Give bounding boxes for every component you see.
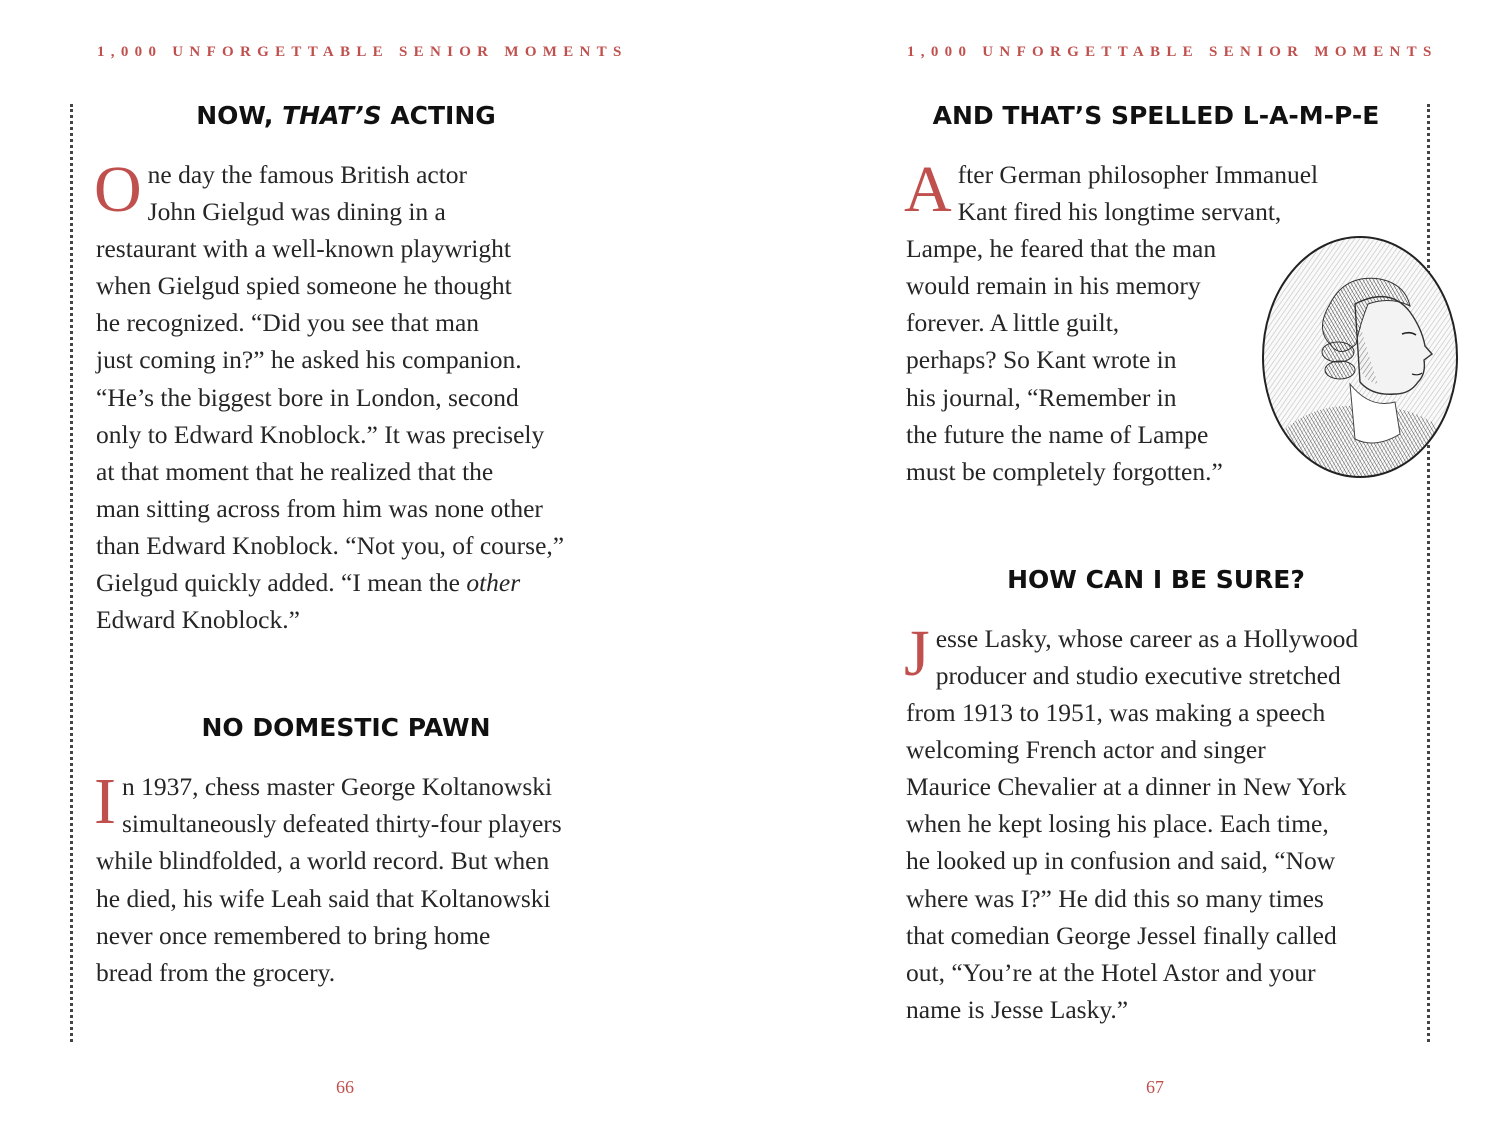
text-line: John Gielgud was dining in a xyxy=(147,197,446,227)
text-line: where was I?” He did this so many times xyxy=(906,883,1324,913)
story-body-no-domestic-pawn xyxy=(94,765,596,991)
left-page-content xyxy=(96,98,596,991)
dotted-margin-rule xyxy=(70,104,73,1042)
story-heading-no-domestic-pawn: NO DOMESTIC PAWN xyxy=(201,713,491,743)
text-line: Maurice Chevalier at a dinner in New York xyxy=(906,772,1347,802)
text-line: Lampe, he feared that the man xyxy=(906,234,1217,264)
drop-cap: I xyxy=(94,765,116,839)
text-line: ne day the famous British actor xyxy=(147,160,468,189)
drop-cap: J xyxy=(904,616,930,690)
text-line: Kant fired his longtime servant, xyxy=(957,197,1282,227)
running-head: 1,000 UNFORGETTABLE SENIOR MOMENTS xyxy=(97,44,628,60)
text-line: that comedian George Jessel finally called xyxy=(906,920,1337,950)
story-body-thats-acting xyxy=(94,153,596,638)
text-line: name is Jesse Lasky.” xyxy=(906,994,1129,1024)
text-line: Edward Knoblock.” xyxy=(96,605,300,635)
text-line: he died, his wife Leah said that Koltanowski xyxy=(96,883,551,913)
text-line: “He’s the biggest bore in London, second xyxy=(96,382,519,412)
text-line: simultaneously defeated thirty-four players xyxy=(121,809,562,839)
text-line: n 1937, chess master George Koltanowski xyxy=(121,772,553,802)
text-line: when he kept losing his place. Each time, xyxy=(906,809,1329,839)
text-line: perhaps? So Kant wrote in xyxy=(906,345,1177,375)
kant-portrait-engraving-icon xyxy=(1260,234,1460,480)
text-line: the future the name of Lampe xyxy=(906,419,1209,449)
running-head: 1,000 UNFORGETTABLE SENIOR MOMENTS xyxy=(907,44,1438,60)
text-line: from 1913 to 1951, was making a speech xyxy=(906,698,1326,728)
text-line: bread from the grocery. xyxy=(96,957,336,987)
text-line: producer and studio executive stretched xyxy=(935,660,1341,690)
story-heading-how-can-i-be-sure: HOW CAN I BE SURE? xyxy=(1007,564,1305,594)
text-line: out, “You’re at the Hotel Astor and your xyxy=(906,957,1316,987)
story-heading-lampe: AND THAT’S SPELLED L-A-M-P-E xyxy=(932,101,1380,130)
text-line: he recognized. “Did you see that man xyxy=(96,308,480,338)
text-line: must be completely forgotten.” xyxy=(906,456,1223,486)
story-heading-thats-acting: NOW, THAT’S ACTING xyxy=(196,101,496,130)
page-number: 67 xyxy=(1146,1077,1164,1097)
text-line: his journal, “Remember in xyxy=(906,382,1177,412)
text-line: when Gielgud spied someone he thought xyxy=(96,271,512,301)
drop-cap: O xyxy=(94,153,142,226)
right-page xyxy=(750,0,1500,1143)
drop-cap: A xyxy=(904,153,952,226)
text-line: just coming in?” he asked his companion. xyxy=(96,345,522,375)
text-line: welcoming French actor and singer xyxy=(906,735,1266,765)
text-line: he looked up in confusion and said, “Now xyxy=(906,846,1336,876)
text-line: only to Edward Knoblock.” It was precisely xyxy=(96,419,545,449)
text-line: restaurant with a well-known playwright xyxy=(96,234,511,264)
text-line: at that moment that he realized that the xyxy=(96,456,494,486)
text-line: Gielgud quickly added. “I mean the other xyxy=(96,568,521,598)
text-line: fter German philosopher Immanuel xyxy=(957,160,1319,189)
text-line: man sitting across from him was none other xyxy=(96,493,543,523)
page-number: 66 xyxy=(336,1077,354,1097)
text-line: would remain in his memory xyxy=(906,271,1201,301)
story-body-how-can-i-be-sure xyxy=(904,616,1406,1028)
text-line: never once remembered to bring home xyxy=(96,920,491,950)
text-line: forever. A little guilt, xyxy=(906,308,1120,338)
text-line: esse Lasky, whose career as a Hollywood xyxy=(935,623,1359,653)
text-line: while blindfolded, a world record. But when xyxy=(96,846,550,876)
text-line: than Edward Knoblock. “Not you, of course,” xyxy=(96,530,565,560)
